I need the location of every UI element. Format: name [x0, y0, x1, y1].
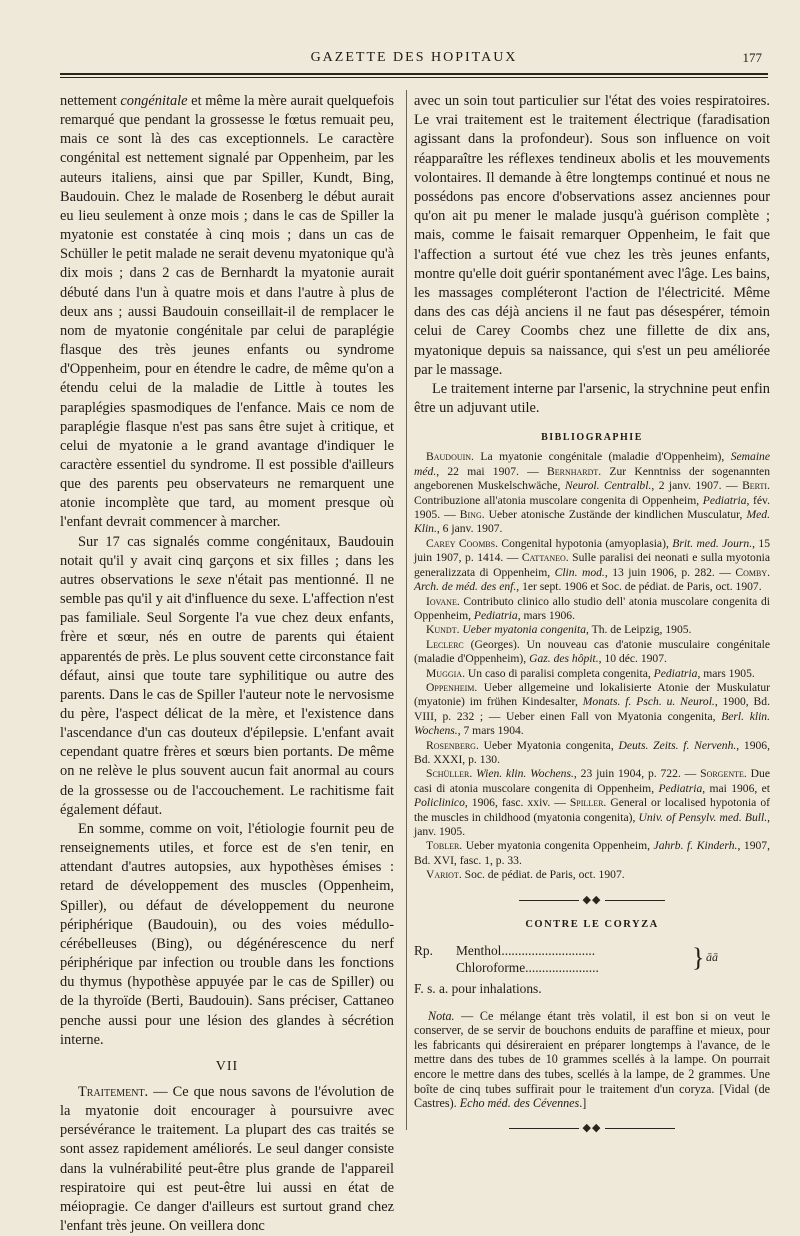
citation-text: Ueber myatonia congenita Oppenheim,	[462, 839, 654, 853]
citation-text: , 2 janv. 1907. —	[651, 479, 743, 493]
paragraph-6: Le traitement interne par l'arsenic, la strychnine peut enfin être un adjuvant utile.	[414, 381, 770, 417]
publication-title: Pediatria	[702, 493, 747, 507]
right-main-text	[414, 92, 770, 418]
page-header	[60, 50, 768, 70]
author-name: Schüller.	[426, 767, 473, 781]
prescription-title: CONTRE LE CORYZA	[525, 918, 659, 930]
citation-text: , mars 1906.	[517, 608, 576, 622]
citation-text: Ueber allgemeine und lokalisierte Atonie der Muskulatur (myatonie) im frühen Kindesalter,	[414, 680, 770, 709]
citation-text: , Th. de Leipzig, 1905.	[586, 623, 692, 637]
bibliography-entry	[414, 681, 770, 739]
citation-text: , 7 mars 1904.	[457, 724, 524, 738]
rx-ingredient: Chloroforme......................	[456, 959, 599, 975]
citation-text: , 10 déc. 1907.	[598, 652, 667, 666]
publication-title: Univ. of Pensylv. med. Bull.	[638, 810, 768, 824]
note-source: Echo méd. des Cévennes	[459, 1096, 580, 1111]
publication-title: Deuts. Zeits. f. Nervenh.	[618, 738, 737, 752]
citation-text: La myatonie congénitale (maladie d'Oppenheim),	[473, 450, 731, 464]
citation-text: , 1906, Bd. XXXI, p. 130.	[414, 738, 770, 766]
right-column	[414, 92, 770, 1143]
author-name: Comby.	[735, 565, 771, 579]
paragraph-text: Sur 17 cas signalés comme congénitaux, Baudouin notait qu'il y avait cinq garçons et six filles ; dans les autres observations le	[60, 533, 394, 588]
publication-title: Arch. de méd. des enf.	[414, 580, 517, 594]
author-name: Kundt.	[426, 623, 460, 637]
publication-title: Berl. klin. Wochens.	[414, 709, 770, 738]
bibliography-entry	[414, 739, 770, 768]
brace: }	[692, 942, 705, 972]
citation-text: , 1906, fasc. xxiv. —	[464, 796, 570, 810]
publication-title: Neurol. Centralbl.	[564, 479, 652, 493]
citation-text: Soc. de pédiat. de Paris, oct. 1907.	[461, 868, 625, 882]
publication-title: Policlinico	[414, 796, 465, 810]
author-name: Bernhardt.	[546, 464, 602, 478]
citation-text: , 15 juin 1907, p. 1414. —	[414, 536, 771, 565]
citation-text: , 13 juin 1906, p. 282. —	[604, 565, 736, 579]
bibliography-list	[414, 450, 770, 882]
citation-text: Congenital hypotonia (amyoplasia),	[498, 536, 673, 550]
citation-text: Sulle paralisi dei neonati e sulla myotonia generalizzata di Oppenheim,	[414, 551, 770, 579]
prescription-usage: F. s. a. pour inhalations.	[414, 980, 542, 996]
prescription	[414, 942, 770, 976]
paragraph-2	[60, 533, 394, 820]
publication-title: Gaz. des hôpit.	[529, 652, 599, 666]
paragraph-1	[60, 92, 394, 533]
paragraph-text: — Ce que nous savons de l'évolution de la myatonie doit encourager à poursuivre avec persévérance le traitement. La plupart des cas traités se sont assez rapidement améliorés. Le seul danger consiste dans la vulnérabilité peut-être plus grande de l'appareil respiratoire qui est peut-être lui aussi en état de méiopragie. Ce danger d'ailleurs est surtout grand chez l'enfant très jeune. On veillera donc	[60, 1083, 394, 1235]
citation-text: , mai 1906, et	[702, 781, 770, 795]
emphasis: sexe	[196, 571, 222, 588]
citation-text: , 23 juin 1904, p. 722. —	[573, 767, 701, 781]
bibliography-entry	[414, 537, 770, 595]
ornament-divider: ◆◆	[414, 1123, 770, 1133]
author-name: Carey Coombs.	[426, 536, 498, 550]
author-name: Baudouin.	[426, 450, 474, 464]
author-name: Variot.	[426, 868, 462, 882]
bibliography-title: BIBLIOGRAPHIE	[541, 432, 643, 444]
author-name: Leclerc	[426, 637, 464, 651]
publication-title: Ueber myatonia congenita	[462, 623, 587, 637]
emphasis: congénitale	[120, 93, 188, 109]
citation-text: , 6 janv. 1907.	[436, 522, 503, 536]
publication-title: Wien. klin. Wochens.	[476, 767, 574, 781]
publication-title: Semaine méd.	[414, 450, 770, 478]
column-divider	[406, 90, 407, 1130]
header-rule-thin	[60, 77, 768, 78]
publication-title: Jahrb. f. Kinderh.	[653, 839, 738, 853]
note-text: — Ce mélange étant très volatil, il est bon si on veut le conserver, de se servir de bouchons enduits de paraffine et mieux, pour les fabricants qui désireraient en préparer longtemps à l'avance, de le mettre dans des tubes de 10 grammes scellés à la lampe. On pourrait encore le mettre dans des tubes, scellés à la lampe, de 2 grammes. Une boîte de cinq tubes suffirait pour le traitement d'un coryza. [Vidal (de Castres).	[414, 1008, 770, 1111]
citation-text: Zur Kenntniss der sogenannten angeborenen Muskelschwäche,	[414, 464, 770, 493]
author-name: Bing.	[459, 508, 485, 522]
bibliography-entry	[414, 868, 770, 882]
citation-text: , 1er sept. 1906 et Soc. de pédiat. de Paris, oct. 1907.	[516, 580, 762, 594]
citation-text: , mars 1905.	[697, 666, 755, 680]
citation-text: Un caso di paralisi completa congenita,	[464, 666, 654, 680]
bibliography-entry	[414, 450, 770, 536]
publication-title: Med. Klin.	[414, 508, 770, 536]
author-name: Spiller.	[569, 796, 607, 810]
author-name: Muggia.	[426, 666, 465, 680]
section-heading: VII	[215, 1058, 239, 1074]
ornament-divider: ◆◆	[414, 895, 770, 905]
citation-text: General or localised hypotonia of the muscles in childhood (myatonia congenita),	[414, 796, 770, 824]
note-end: .]	[579, 1096, 587, 1111]
publication-title: Clin. mod.	[554, 565, 605, 579]
publication-title: Pediatria	[653, 666, 698, 680]
author-name: Sorgente.	[700, 767, 747, 781]
bibliography-entry	[414, 767, 770, 839]
note-lead: Nota.	[428, 1008, 455, 1023]
citation-text: , 1907, Bd. XVI, fasc. 1, p. 33.	[414, 839, 770, 867]
author-name: Berti.	[742, 479, 770, 493]
bibliography-entry	[414, 667, 770, 681]
bibliography-entry	[414, 638, 770, 667]
citation-text: , 1900, Bd. VIII, p. 232 ; — Ueber einen Fall von Myatonia congenita,	[414, 695, 770, 723]
publication-title: Pediatria	[473, 608, 518, 622]
bibliography-entry	[414, 595, 770, 624]
author-name: Iovane.	[426, 594, 460, 608]
citation-text: Ueber atonische Zustände der kindlichen Musculatur,	[484, 508, 747, 522]
author-name: Rosenberg.	[426, 738, 479, 752]
running-title: GAZETTE DES HOPITAUX	[310, 50, 518, 65]
paragraph-text: n'était pas mentionné. Il ne semble pas qu'il y ait d'influence du sexe. L'affection n'est pas familiale. Seul Sorgente l'a vue chez deux enfants, frère et sœur, nés en outre de parents qui étaient apparentés de près. Le plus souvent cette circonstance fait défaut, ainsi que toute tare syphilitique ou autre des parents. Dans le cas de Spiller l'auteur note le nervosisme du père, l'aspect délicat de la mère, et l'existence dans l'ascendance d'un cas douteux d'épilepsie. L'enfant avait cependant quatre frères et sœurs bien portants. De même on ne relève le plus souvent aucun fait anormal au cours de la grossesse ou de l'accouchement. Le rachitisme fait également défaut.	[60, 571, 394, 818]
paragraph-text: et même la mère aurait quelquefois remarqué que pendant la grossesse le fœtus remuait peu, mais ce sont là des cas exceptionnels. Le caractère congénital est nettement signalé par Oppenheim, par les auteurs italiens, ainsi que par Spiller, Kundt, Bing, Baudouin. Chez le malade de Rosenberg le début aurait eu lieu seulement à onze mois ; dans le cas de Spiller la myatonie est constatée à cinq mois ; dans un cas de Schüller le petit malade ne serait devenu myatonique qu'à dix mois ; dans 2 cas de Bernhardt la myatonie aurait débuté dans l'un à quatre mois et dans l'autre à plus de deux ans ; aussi Baudouin conseillait-il de remplacer le nom de myatonie congénitale par celui de paraplégie flasque des très jeunes enfants ou syndrome d'Oppenheim, pour en étendre le cadre, de même qu'on a étendu celui de la maladie de Little à toutes les paraplégies spasmodiques de l'enfance. Mais ce nom de paraplégie flasque n'est pas sans être sujet à critique, et celui de myatonie a le grand avantage d'indiquer le caractère essentiel du syndrome. Il est possible d'ailleurs que des parents peu observateurs ne remarquent une atonie incomplète que tard, au moment presque où l'enfant devrait commencer à marcher.	[60, 93, 394, 531]
bibliography-entry	[414, 623, 770, 637]
publication-title: Brit. med. Journ.	[672, 536, 753, 550]
paragraph-5: avec un soin tout particulier sur l'état des voies respiratoires. Le vrai traitement est le traitement électrique (faradisation agissant dans la profondeur). Sous son influence on voit réapparaître les réflexes tendineux abolis et les mouvements volontaires. Il demande à être longtemps continué et nous ne possédons pas encore d'observations assez anciennes pour qu'on ait pu mener le malade jusqu'à guérison complète ; mais, comme le faisait remarquer Oppenheim, le fait que l'affection a surtout été vue chez les très jeunes enfants, montre qu'elle doit guérir spontanément avec l'âge. Les bains, les massages compléteront l'action de l'électricité. Même dans des cas déjà anciens il ne faut pas désespérer, témoin celui de Carey Coombs chez une fillette de dix ans, myatonique depuis sa naissance, qui s'est un peu améliorée par le massage.	[414, 93, 770, 378]
note-paragraph	[414, 1009, 770, 1111]
citation-text: , fév. 1905. —	[414, 493, 770, 522]
citation-text: (Georges). Un nouveau cas d'atonie musculaire congénitale (maladie d'Oppenheim),	[414, 637, 770, 666]
bibliography-entry	[414, 839, 770, 868]
rx-dose: āā	[706, 949, 718, 964]
citation-text: , janv. 1905.	[414, 810, 770, 839]
section-lead: Traitement.	[78, 1083, 149, 1100]
author-name: Oppenheim.	[426, 680, 478, 694]
citation-text: Contributo clinico allo studio dell' atonia muscolare congenita di Oppenheim,	[414, 594, 770, 622]
page-number: 177	[742, 50, 762, 65]
paragraph-3: En somme, comme on voit, l'étiologie fournit peu de renseignements utiles, et force est de s'en tenir, en attendant d'autres autopsies, aux hypothèses émises : retard de développement des muscles (Oppenheim, Spiller), ou défaut de développement du neurone périphérique (Baudouin), ou des voies médullo-cérébelleuses (Bing), ou dégénérescence du nerf périphérique par infection ou trouble dans les fonctions du thymus (hypothèse appuyée par le cas de Spiller) ou de la thyroïde (Berti, Baudouin). Sans préciser, Cattaneo penche aussi pour une lésion des glandes à sécrétion interne.	[60, 820, 394, 1048]
header-rule	[60, 73, 768, 75]
citation-text: Contribuzione all'atonia muscolare congenita di Oppenheim,	[414, 493, 703, 507]
rx-ingredient: Menthol............................	[456, 942, 596, 958]
paragraph-text: nettement	[60, 93, 121, 109]
left-column	[60, 92, 394, 1236]
citation-text: , 22 mai 1907. —	[436, 464, 547, 478]
publication-title: Pediatria	[658, 781, 703, 795]
publication-title: Monats. f. Psch. u. Neurol.	[582, 695, 715, 709]
citation-text: Due casi di atonia muscolare congenita di Oppenheim,	[414, 767, 770, 795]
author-name: Cattaneo.	[521, 551, 569, 565]
rx-lead: Rp.	[414, 942, 433, 958]
citation-text: Ueber Myatonia congenita,	[478, 738, 619, 752]
paragraph-4	[60, 1083, 394, 1236]
author-name: Tobler.	[426, 839, 463, 853]
